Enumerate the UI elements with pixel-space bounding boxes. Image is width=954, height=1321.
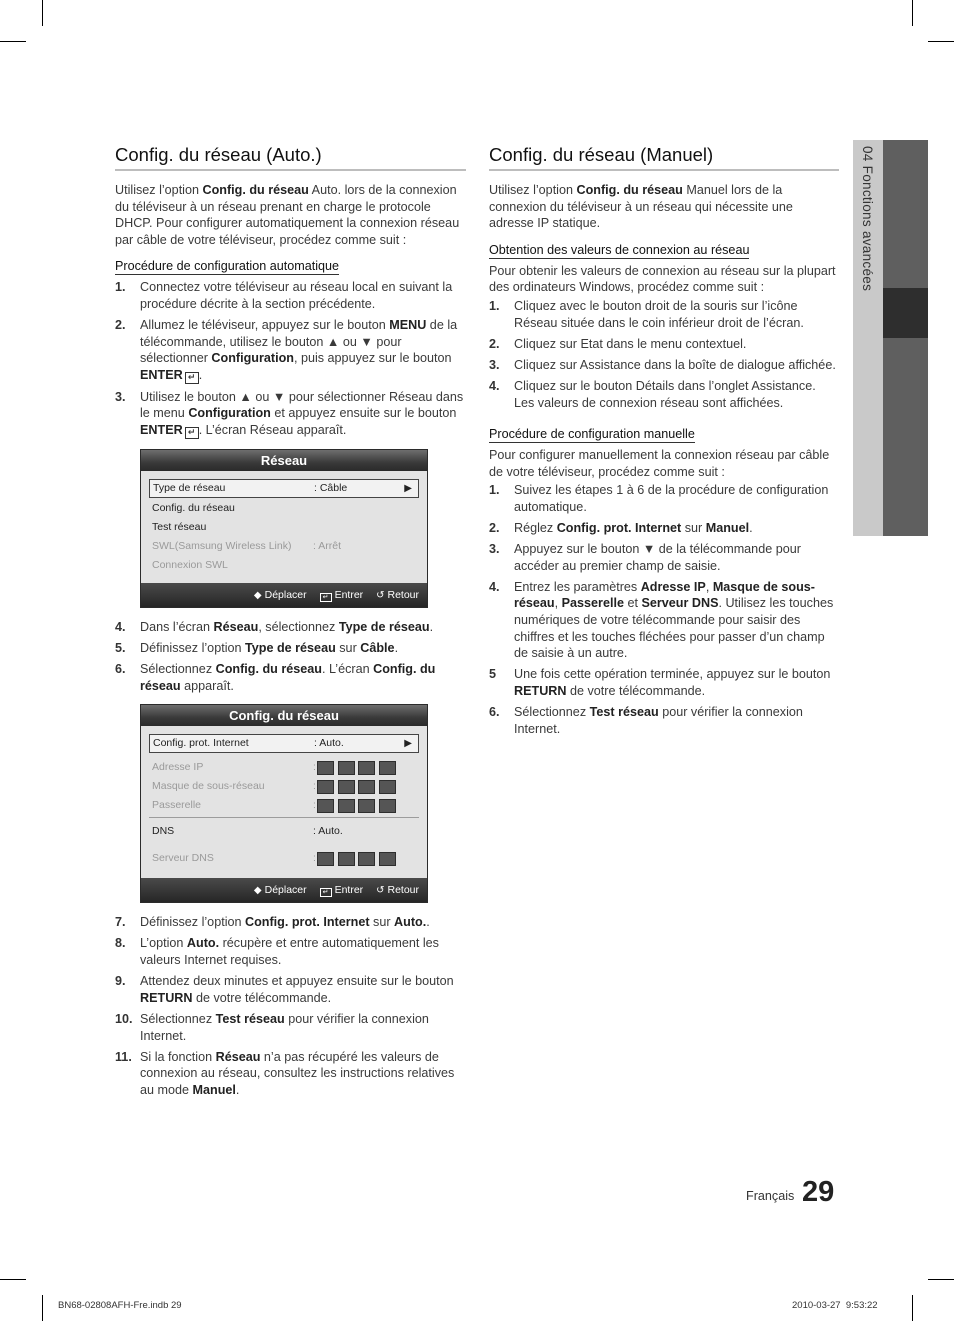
osd-row-label: Type de réseau <box>153 481 226 494</box>
osd-footer <box>141 583 427 607</box>
right-column <box>489 144 839 742</box>
osd-row-label: SWL(Samsung Wireless Link) <box>152 539 292 552</box>
osd-row-value: : Auto. <box>313 825 343 838</box>
step-item: 1. Cliquez avec le bouton droit de la souris sur l’icône Réseau située dans le coin inférieur droit de l’écran. <box>489 298 804 330</box>
subheading: Obtention des valeurs de connexion au réseau <box>489 242 750 257</box>
steps-list <box>489 298 839 411</box>
subheading: Procédure de configuration manuelle <box>489 426 695 441</box>
updown-icon: ◆ <box>253 589 262 601</box>
footer-date: 2010-03-27 ︎ 9:53:22 <box>792 1300 878 1311</box>
steps-list <box>115 914 466 1098</box>
osd-row-value: : Arrêt <box>313 539 342 552</box>
steps-list <box>115 619 466 695</box>
osd-separator <box>149 817 419 818</box>
step-item: 10. Sélectionnez Test réseau pour vérifier la connexion Internet. <box>115 1012 429 1043</box>
move-label: Déplacer <box>264 884 307 897</box>
return-label: Retour <box>387 588 419 601</box>
ip-octet-box[interactable] <box>358 799 375 813</box>
step-number: 1. <box>489 483 500 498</box>
step-number: 2. <box>115 318 126 333</box>
step-item: 2. Réglez Config. prot. Internet sur Manuel. <box>489 520 753 535</box>
step-item: 4. Entrez les paramètres Adresse IP, Masque de sous-réseau, Passerelle et Serveur DNS. Utilisez les touches numériques de votre télécommande pour saisir des chiffres et les touches fléchées pour passer d’un champ de saisie à un autre. <box>489 579 834 661</box>
step-number: 5 <box>489 667 497 682</box>
step-number: 6. <box>489 705 500 720</box>
left-column <box>115 144 466 1103</box>
ip-octet-box[interactable] <box>317 852 334 866</box>
updown-icon: ◆ <box>253 885 262 897</box>
osd-row-label: Test réseau <box>152 520 207 533</box>
osd-row-label: Serveur DNS <box>152 852 214 865</box>
enter-icon: ↵ <box>185 372 199 384</box>
osd-network-config-screen <box>140 704 428 903</box>
step-number: 4. <box>115 619 126 634</box>
step-number: 3. <box>489 542 500 557</box>
step-number: 4. <box>489 579 500 594</box>
step-number: 5. <box>115 640 126 655</box>
step-item: 6. Sélectionnez Config. du réseau. L’écran Config. du réseau apparaît. <box>115 662 436 693</box>
osd-menu-row[interactable] <box>149 479 419 498</box>
osd-row-label: Config. prot. Internet <box>153 737 249 750</box>
step-item: 1. Connectez votre téléviseur au réseau local en suivant la procédure décrite à la section précédente. <box>115 280 453 311</box>
step-number: 4. <box>489 379 500 394</box>
side-tab-dark <box>883 140 928 288</box>
right-arrow-icon: ▶ <box>404 482 412 494</box>
osd-row-label: Config. du réseau <box>152 501 235 514</box>
ip-octet-box[interactable] <box>317 780 334 794</box>
footer-file: BN68-02808AFH-Fre.indb 29 <box>58 1300 182 1311</box>
step-item: 8. L’option Auto. récupère et entre automatiquement les valeurs Internet requises. <box>115 936 439 968</box>
return-icon: ↺ <box>376 885 385 897</box>
step-item: 7. Définissez l’option Config. prot. Internet sur Auto.. <box>115 915 430 930</box>
step-number: 8. <box>115 936 126 951</box>
osd-network-screen <box>140 449 428 608</box>
step-item: 5. Définissez l’option Type de réseau sur Câble. <box>115 640 399 655</box>
side-tab-dark <box>883 338 928 536</box>
step-number: 11. <box>115 1049 132 1064</box>
osd-row-label: Connexion SWL <box>152 558 228 571</box>
osd-menu-row[interactable] <box>149 822 419 841</box>
return-icon: ↺ <box>376 589 385 601</box>
osd-row-label: Adresse IP <box>152 761 204 774</box>
ip-octet-box[interactable] <box>338 780 355 794</box>
osd-row-value: : <box>313 780 316 793</box>
ip-octet-box[interactable] <box>317 761 334 775</box>
osd-menu-row[interactable] <box>149 537 419 556</box>
osd-row-value: : Auto. <box>314 737 344 750</box>
section-title: Config. du réseau (Manuel) <box>489 144 839 171</box>
ip-octet-box[interactable] <box>358 761 375 775</box>
osd-menu-row[interactable] <box>149 758 419 777</box>
return-label: Retour <box>387 884 419 897</box>
osd-menu-row[interactable] <box>149 734 419 753</box>
osd-menu-row[interactable] <box>149 777 419 796</box>
ip-input-boxes[interactable] <box>317 799 399 818</box>
ip-octet-box[interactable] <box>338 799 355 813</box>
osd-row-value: : <box>313 852 316 865</box>
ip-octet-box[interactable] <box>379 761 396 775</box>
ip-octet-box[interactable] <box>338 761 355 775</box>
osd-menu-row[interactable] <box>149 556 419 575</box>
osd-row-value: : <box>313 799 316 812</box>
page-language: Français <box>746 1189 795 1203</box>
sub-intro: Pour configurer manuellement la connexion réseau par câble de votre téléviseur, procédez comme suit : <box>489 447 830 479</box>
chapter-side-tab <box>853 140 928 536</box>
ip-octet-box[interactable] <box>317 799 334 813</box>
step-number: 2. <box>489 336 500 351</box>
step-item: 4. Dans l’écran Réseau, sélectionnez Type de réseau. <box>115 619 434 634</box>
chapter-label: 04 Fonctions avancées <box>860 146 875 292</box>
osd-row-label: DNS <box>152 825 175 838</box>
subheading: Procédure de configuration automatique <box>115 259 340 274</box>
ip-octet-box[interactable] <box>379 780 396 794</box>
step-item: 2. Allumez le téléviseur, appuyez sur le bouton MENU de la télécommande, utilisez le bouton ▲ ou ▼ pour sélectionner Configuration, puis appuyez sur le bouton ENTER ↵ . <box>115 318 458 382</box>
ip-octet-box[interactable] <box>358 780 375 794</box>
osd-footer <box>141 878 427 902</box>
enter-icon: ↵ <box>320 593 332 602</box>
enter-label: Entrer <box>334 588 364 601</box>
step-number: 9. <box>115 974 126 989</box>
step-number: 2. <box>489 520 500 535</box>
osd-row-label: Passerelle <box>152 799 202 812</box>
ip-octet-box[interactable] <box>379 852 396 866</box>
step-item: 11. Si la fonction Réseau n’a pas récupéré les valeurs de connexion au réseau, consultez les instructions relatives au mode Manuel. <box>115 1049 455 1097</box>
step-number: 1. <box>489 298 500 313</box>
osd-title: Réseau <box>141 450 427 471</box>
step-number: 1. <box>115 280 126 295</box>
osd-row-value: : <box>313 761 316 774</box>
step-number: 10. <box>115 1012 133 1027</box>
osd-row-label: Masque de sous-réseau <box>152 780 265 793</box>
step-item: 5 Une fois cette opération terminée, appuyez sur le bouton RETURN de votre télécommande. <box>489 667 831 698</box>
osd-menu-row[interactable] <box>149 499 419 518</box>
ip-octet-box[interactable] <box>379 799 396 813</box>
move-label: Déplacer <box>264 588 307 601</box>
step-item: 4. Cliquez sur le bouton Détails dans l’onglet Assistance. Les valeurs de connexion réseau sont affichées. <box>489 379 816 410</box>
osd-menu-row[interactable] <box>149 849 419 868</box>
step-number: 3. <box>115 389 126 404</box>
page-number: 29 <box>802 1176 835 1208</box>
steps-list <box>489 482 839 737</box>
right-arrow-icon: ▶ <box>404 738 412 750</box>
step-number: 6. <box>115 662 126 677</box>
step-item: 2. Cliquez sur Etat dans le menu contextuel. <box>489 336 747 351</box>
step-item: 3. Cliquez sur Assistance dans la boîte de dialogue affichée. <box>489 357 836 372</box>
enter-icon: ↵ <box>185 427 199 439</box>
intro-paragraph: Utilisez l’option Config. du réseau Auto. lors de la connexion du téléviseur à un réseau prenant en charge le protocole DHCP. Pour configurer automatiquement la connexion réseau par câble de votre téléviseur, procédez comme suit : <box>115 183 460 247</box>
enter-icon: ↵ <box>320 888 332 897</box>
steps-list <box>115 279 466 438</box>
sub-intro: Pour obtenir les valeurs de connexion au réseau sur la plupart des ordinateurs Windows, procédez comme suit : <box>489 263 836 295</box>
enter-label: Entrer <box>334 884 364 897</box>
step-item: 3. Appuyez sur le bouton ▼ de la télécommande pour accéder au premier champ de saisie. <box>489 542 801 573</box>
osd-menu-row[interactable] <box>149 518 419 537</box>
step-number: 7. <box>115 915 126 930</box>
ip-octet-box[interactable] <box>338 852 355 866</box>
ip-octet-box[interactable] <box>358 852 375 866</box>
osd-row-value: : Câble <box>314 481 348 494</box>
osd-title: Config. du réseau <box>141 705 427 726</box>
section-title: Config. du réseau (Auto.) <box>115 144 466 171</box>
step-number: 3. <box>489 357 500 372</box>
intro-paragraph: Utilisez l’option Config. du réseau Manuel lors de la connexion du téléviseur à un réseau qui nécessite une adresse IP statique. <box>489 183 793 231</box>
ip-input-boxes[interactable] <box>317 852 399 871</box>
side-tab-active <box>883 288 928 338</box>
osd-menu-row[interactable] <box>149 796 419 815</box>
step-item: 1. Suivez les étapes 1 à 6 de la procédure de configuration automatique. <box>489 483 829 514</box>
step-item: 6. Sélectionnez Test réseau pour vérifier la connexion Internet. <box>489 705 803 736</box>
step-item: 9. Attendez deux minutes et appuyez ensuite sur le bouton RETURN de votre télécommande. <box>115 974 454 1005</box>
step-item: 3. Utilisez le bouton ▲ ou ▼ pour sélectionner Réseau dans le menu Configuration et appuyez ensuite sur le bouton ENTER ↵ . L’écran Réseau apparaît. <box>115 389 464 437</box>
